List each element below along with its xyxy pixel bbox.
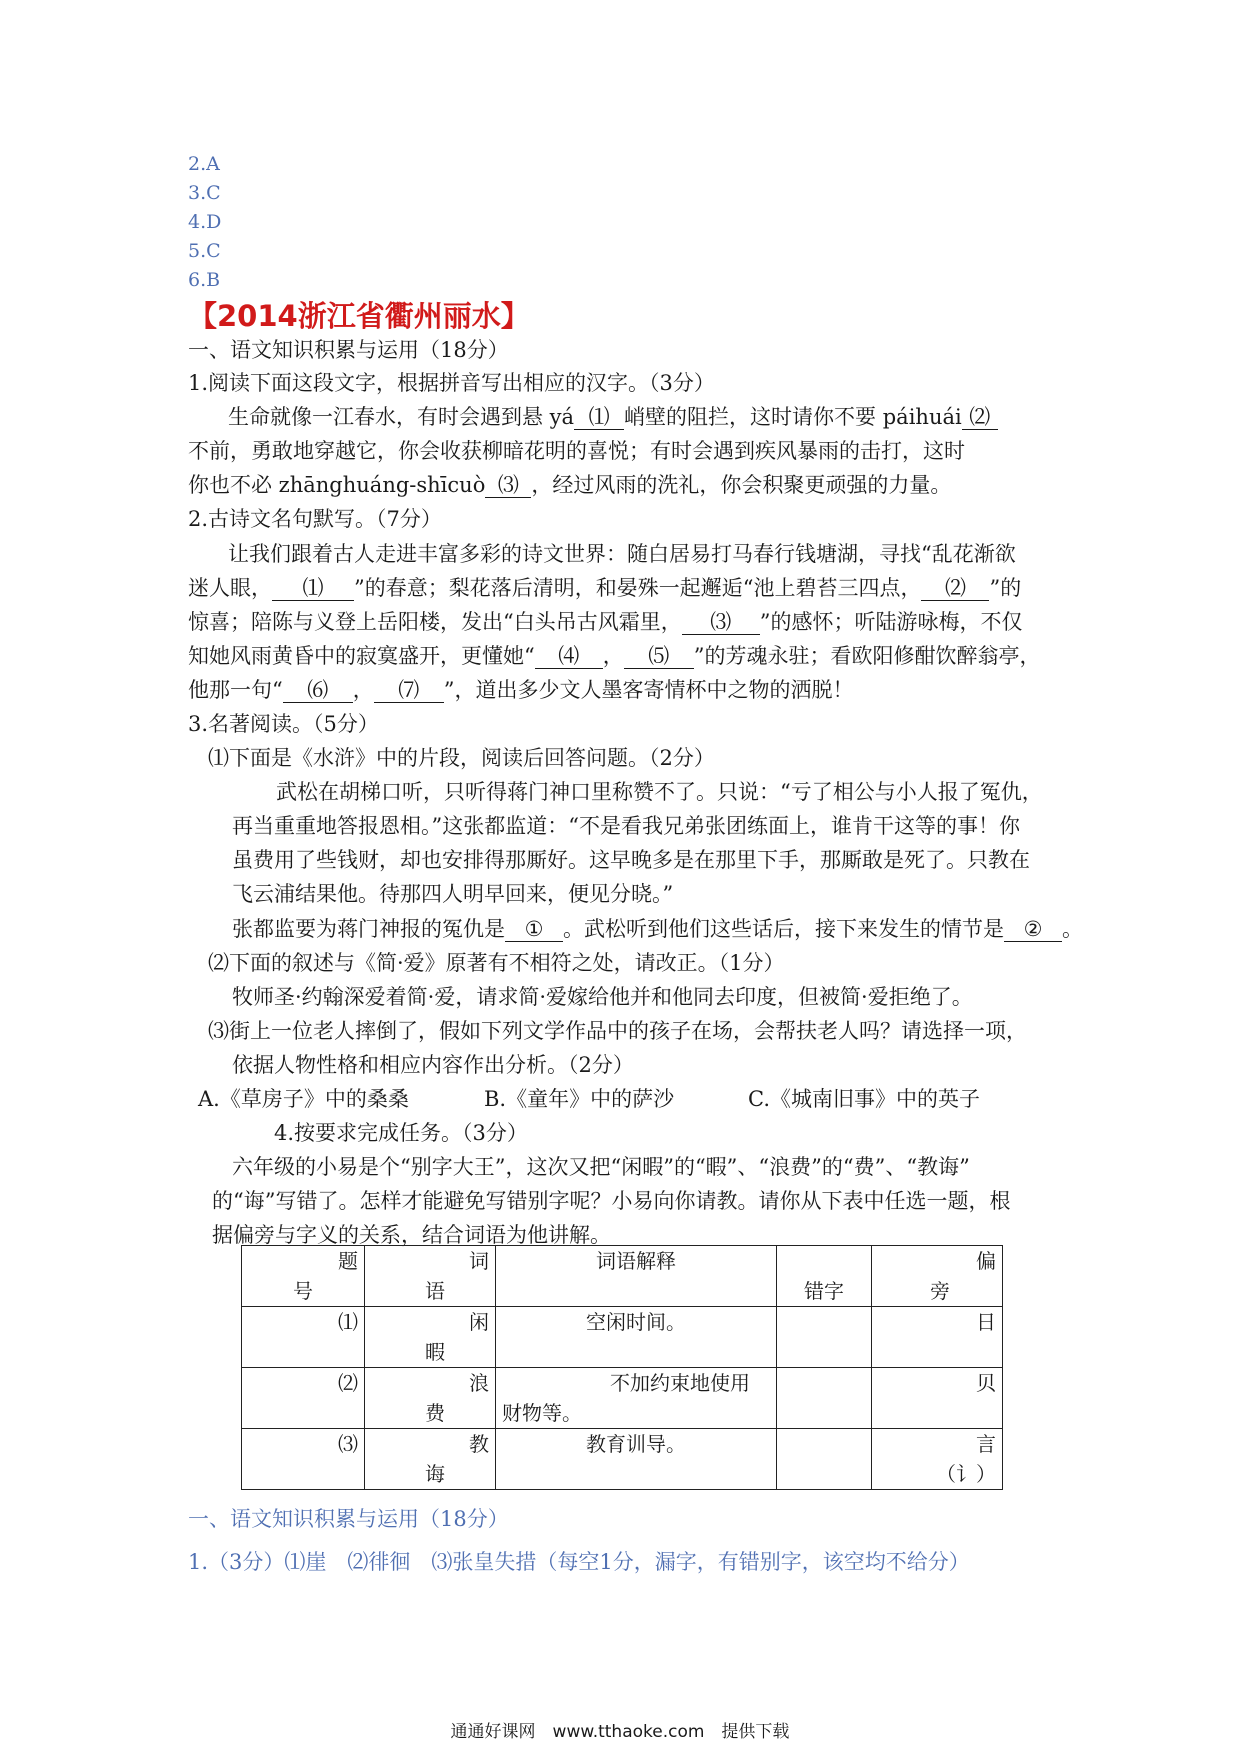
answer-item: 6.B bbox=[188, 269, 221, 291]
header-cell bbox=[496, 1246, 777, 1307]
poem-blank-4: ⑷ bbox=[535, 644, 603, 669]
poem-blank-6: ⑹ bbox=[283, 678, 353, 703]
answer-item: 2.A bbox=[188, 153, 220, 175]
poem-blank-1: ⑴ bbox=[272, 576, 354, 601]
header-text: 词 bbox=[469, 1249, 489, 1273]
explanation-cell bbox=[496, 1307, 777, 1368]
region-heading: 【2014浙江省衢州丽水】 bbox=[188, 299, 530, 333]
footer: 通通好课网 www.tthaoke.com 提供下载 bbox=[450, 1722, 790, 1742]
q2-text: 知她风雨黄昏中的寂寞盛开，更懂她“ bbox=[188, 644, 535, 668]
answer-section-title: 一、语文知识积累与运用（18分） bbox=[188, 1507, 509, 1531]
option-b: B.《童年》中的萨沙 bbox=[484, 1087, 675, 1111]
q4-line: 据偏旁与字义的关系，结合词语为他讲解。 bbox=[212, 1223, 611, 1247]
word-cell bbox=[365, 1307, 496, 1368]
table-row bbox=[242, 1368, 1003, 1429]
word-cell bbox=[365, 1368, 496, 1429]
q3-question-line bbox=[232, 912, 1083, 946]
q4-line: 的“诲”写错了。怎样才能避免写错别字呢？小易向你请教。请你从下表中任选一题，根 bbox=[212, 1189, 1011, 1213]
q3-sub3: ⑶街上一位老人摔倒了，假如下列文学作品中的孩子在场，会帮扶老人吗？请选择一项， bbox=[208, 1019, 1027, 1043]
q2-text: 惊喜；陪陈与义登上岳阳楼，发出“白头吊古风霜里， bbox=[188, 610, 682, 634]
q3-sub3-cont: 依据人物性格和相应内容作出分析。（2分） bbox=[232, 1053, 634, 1077]
q2-text: ”的 bbox=[989, 576, 1022, 600]
q2-text: ”的芳魂永驻；看欧阳修酣饮醉翁亭， bbox=[693, 644, 1041, 668]
q2-line5 bbox=[188, 673, 853, 707]
answer-blank-1: ① bbox=[505, 917, 563, 942]
header-text: 语 bbox=[425, 1279, 445, 1303]
blank-1: ⑴ bbox=[574, 405, 624, 430]
cell-text: 费 bbox=[425, 1401, 445, 1425]
q3-sub1: ⑴下面是《水浒》中的片段，阅读后回答问题。（2分） bbox=[208, 746, 715, 770]
cell-text: 浪 bbox=[469, 1371, 489, 1395]
poem-blank-7: ⑺ bbox=[374, 678, 444, 703]
option-c: C.《城南旧事》中的英子 bbox=[748, 1087, 980, 1111]
cell-text: 财物等。 bbox=[502, 1401, 582, 1425]
q1-line3 bbox=[188, 468, 951, 502]
explanation-cell bbox=[496, 1368, 777, 1429]
q3-statement: 牧师圣·约翰深爱着简·爱，请求简·爱嫁给他并和他同去印度，但被简·爱拒绝了。 bbox=[232, 985, 973, 1009]
answer-item: 5.C bbox=[188, 240, 221, 262]
q3-passage-line: 武松在胡梯口听，只听得蒋门神口里称赞不了。只说：“亏了相公与小人报了冤仇， bbox=[276, 780, 1043, 804]
cell-text: 言 bbox=[976, 1432, 996, 1456]
answer-item: 4.D bbox=[188, 211, 222, 233]
q1-text: 你也不必 zhānghuáng-shīcuò bbox=[188, 473, 486, 497]
num-cell bbox=[242, 1429, 365, 1490]
q2-text: ， bbox=[602, 644, 624, 668]
poem-blank-2: ⑵ bbox=[921, 576, 989, 601]
q2-line1: 让我们跟着古人走进丰富多彩的诗文世界：随白居易打马春行钱塘湖，寻找“乱花渐欲 bbox=[228, 542, 1016, 566]
cell-text: 闲 bbox=[469, 1310, 489, 1334]
q2-line2 bbox=[188, 571, 1021, 605]
q3-text: 张都监要为蒋门神报的冤仇是 bbox=[232, 917, 505, 941]
answer-line: 1.（3分）⑴崖 ⑵徘徊 ⑶张皇失措（每空1分，漏字，有错别字，该空均不给分） bbox=[188, 1550, 970, 1574]
cell-text: （讠） bbox=[936, 1462, 996, 1486]
q3-sub2: ⑵下面的叙述与《简·爱》原著有不相符之处，请改正。（1分） bbox=[208, 951, 785, 975]
q2-text: 他那一句“ bbox=[188, 678, 283, 702]
q2-text: ， bbox=[352, 678, 374, 702]
answer-blank-2: ② bbox=[1004, 917, 1062, 942]
explanation-cell bbox=[496, 1429, 777, 1490]
typo-table bbox=[241, 1245, 1003, 1490]
q1-text: ，经过风雨的洗礼，你会积聚更顽强的力量。 bbox=[531, 473, 952, 497]
section-title: 一、语文知识积累与运用（18分） bbox=[188, 338, 509, 362]
cell-text: 日 bbox=[976, 1310, 996, 1334]
answer-list bbox=[188, 150, 221, 295]
blank-2: ⑵ bbox=[962, 405, 998, 430]
radical-cell bbox=[872, 1368, 1003, 1429]
q4-line: 六年级的小易是个“别字大王”，这次又把“闲暇”的“暇”、“浪费”的“费”、“教诲” bbox=[232, 1155, 970, 1179]
typo-cell bbox=[777, 1368, 872, 1429]
cell-text: 贝 bbox=[976, 1371, 996, 1395]
cell-text: ⑴ bbox=[338, 1310, 358, 1334]
q4-title: 4.按要求完成任务。（3分） bbox=[274, 1121, 528, 1145]
header-cell bbox=[777, 1246, 872, 1307]
cell-text: 诲 bbox=[425, 1462, 445, 1486]
cell-text: 空闲时间。 bbox=[586, 1310, 686, 1334]
radical-cell bbox=[872, 1307, 1003, 1368]
cell-text: 教育训导。 bbox=[586, 1432, 686, 1456]
typo-cell bbox=[777, 1307, 872, 1368]
q2-line3 bbox=[188, 605, 1022, 639]
q2-title: 2.古诗文名句默写。（7分） bbox=[188, 507, 442, 531]
poem-blank-3: ⑶ bbox=[682, 610, 760, 635]
q3-text: 。 bbox=[1062, 917, 1083, 941]
num-cell bbox=[242, 1307, 365, 1368]
poem-blank-5: ⑸ bbox=[624, 644, 694, 669]
typo-cell bbox=[777, 1429, 872, 1490]
q3-passage-line: 飞云浦结果他。待那四人明早回来，便见分晓。” bbox=[232, 882, 674, 906]
answer-item: 3.C bbox=[188, 182, 221, 204]
num-cell bbox=[242, 1368, 365, 1429]
q3-passage-line: 虽费用了些钱财，却也安排得那厮好。这早晚多是在那里下手，那厮敢是死了。只教在 bbox=[232, 848, 1030, 872]
q3-title: 3.名著阅读。（5分） bbox=[188, 712, 379, 736]
q3-passage-line: 再当重重地答报恩相。”这张都监道：“不是看我兄弟张团练面上，谁肯干这等的事！你 bbox=[232, 814, 1020, 838]
table-row bbox=[242, 1307, 1003, 1368]
header-cell bbox=[365, 1246, 496, 1307]
q1-line2: 不前，勇敢地穿越它，你会收获柳暗花明的喜悦；有时会遇到疾风暴雨的击打，这时 bbox=[188, 439, 965, 463]
option-a: A.《草房子》中的桑桑 bbox=[198, 1087, 409, 1111]
q2-text: ”的春意；梨花落后清明，和晏殊一起邂逅“池上碧苔三四点， bbox=[354, 576, 922, 600]
radical-cell bbox=[872, 1429, 1003, 1490]
header-text: 号 bbox=[293, 1279, 313, 1303]
cell-text: 教 bbox=[469, 1432, 489, 1456]
cell-text: ⑶ bbox=[338, 1432, 358, 1456]
q1-line1 bbox=[228, 400, 998, 434]
header-cell bbox=[242, 1246, 365, 1307]
q3-text: 。武松听到他们这些话后，接下来发生的情节是 bbox=[563, 917, 1004, 941]
q2-text: ”的感怀；听陆游咏梅，不仅 bbox=[759, 610, 1023, 634]
word-cell bbox=[365, 1429, 496, 1490]
q2-text: 迷人眼， bbox=[188, 576, 272, 600]
header-text: 词语解释 bbox=[596, 1249, 676, 1273]
header-cell bbox=[872, 1246, 1003, 1307]
header-text: 题 bbox=[338, 1249, 358, 1273]
q1-text: 峭壁的阻拦，这时请你不要 páihuái bbox=[624, 405, 962, 429]
q2-text: ”，道出多少文人墨客寄情杯中之物的洒脱！ bbox=[443, 678, 854, 702]
header-text: 偏 bbox=[976, 1249, 996, 1273]
header-text: 旁 bbox=[930, 1279, 950, 1303]
cell-text: 暇 bbox=[425, 1340, 445, 1364]
cell-text: 不加约束地使用 bbox=[610, 1371, 750, 1395]
blank-3: ⑶ bbox=[485, 473, 531, 498]
table-row bbox=[242, 1429, 1003, 1490]
q1-text: 生命就像一江春水，有时会遇到悬 yá bbox=[228, 405, 575, 429]
q1-title: 1.阅读下面这段文字，根据拼音写出相应的汉字。（3分） bbox=[188, 371, 715, 395]
header-text: 错字 bbox=[804, 1279, 844, 1303]
q2-line4 bbox=[188, 639, 1040, 673]
table-header-row bbox=[242, 1246, 1003, 1307]
cell-text: ⑵ bbox=[338, 1371, 358, 1395]
